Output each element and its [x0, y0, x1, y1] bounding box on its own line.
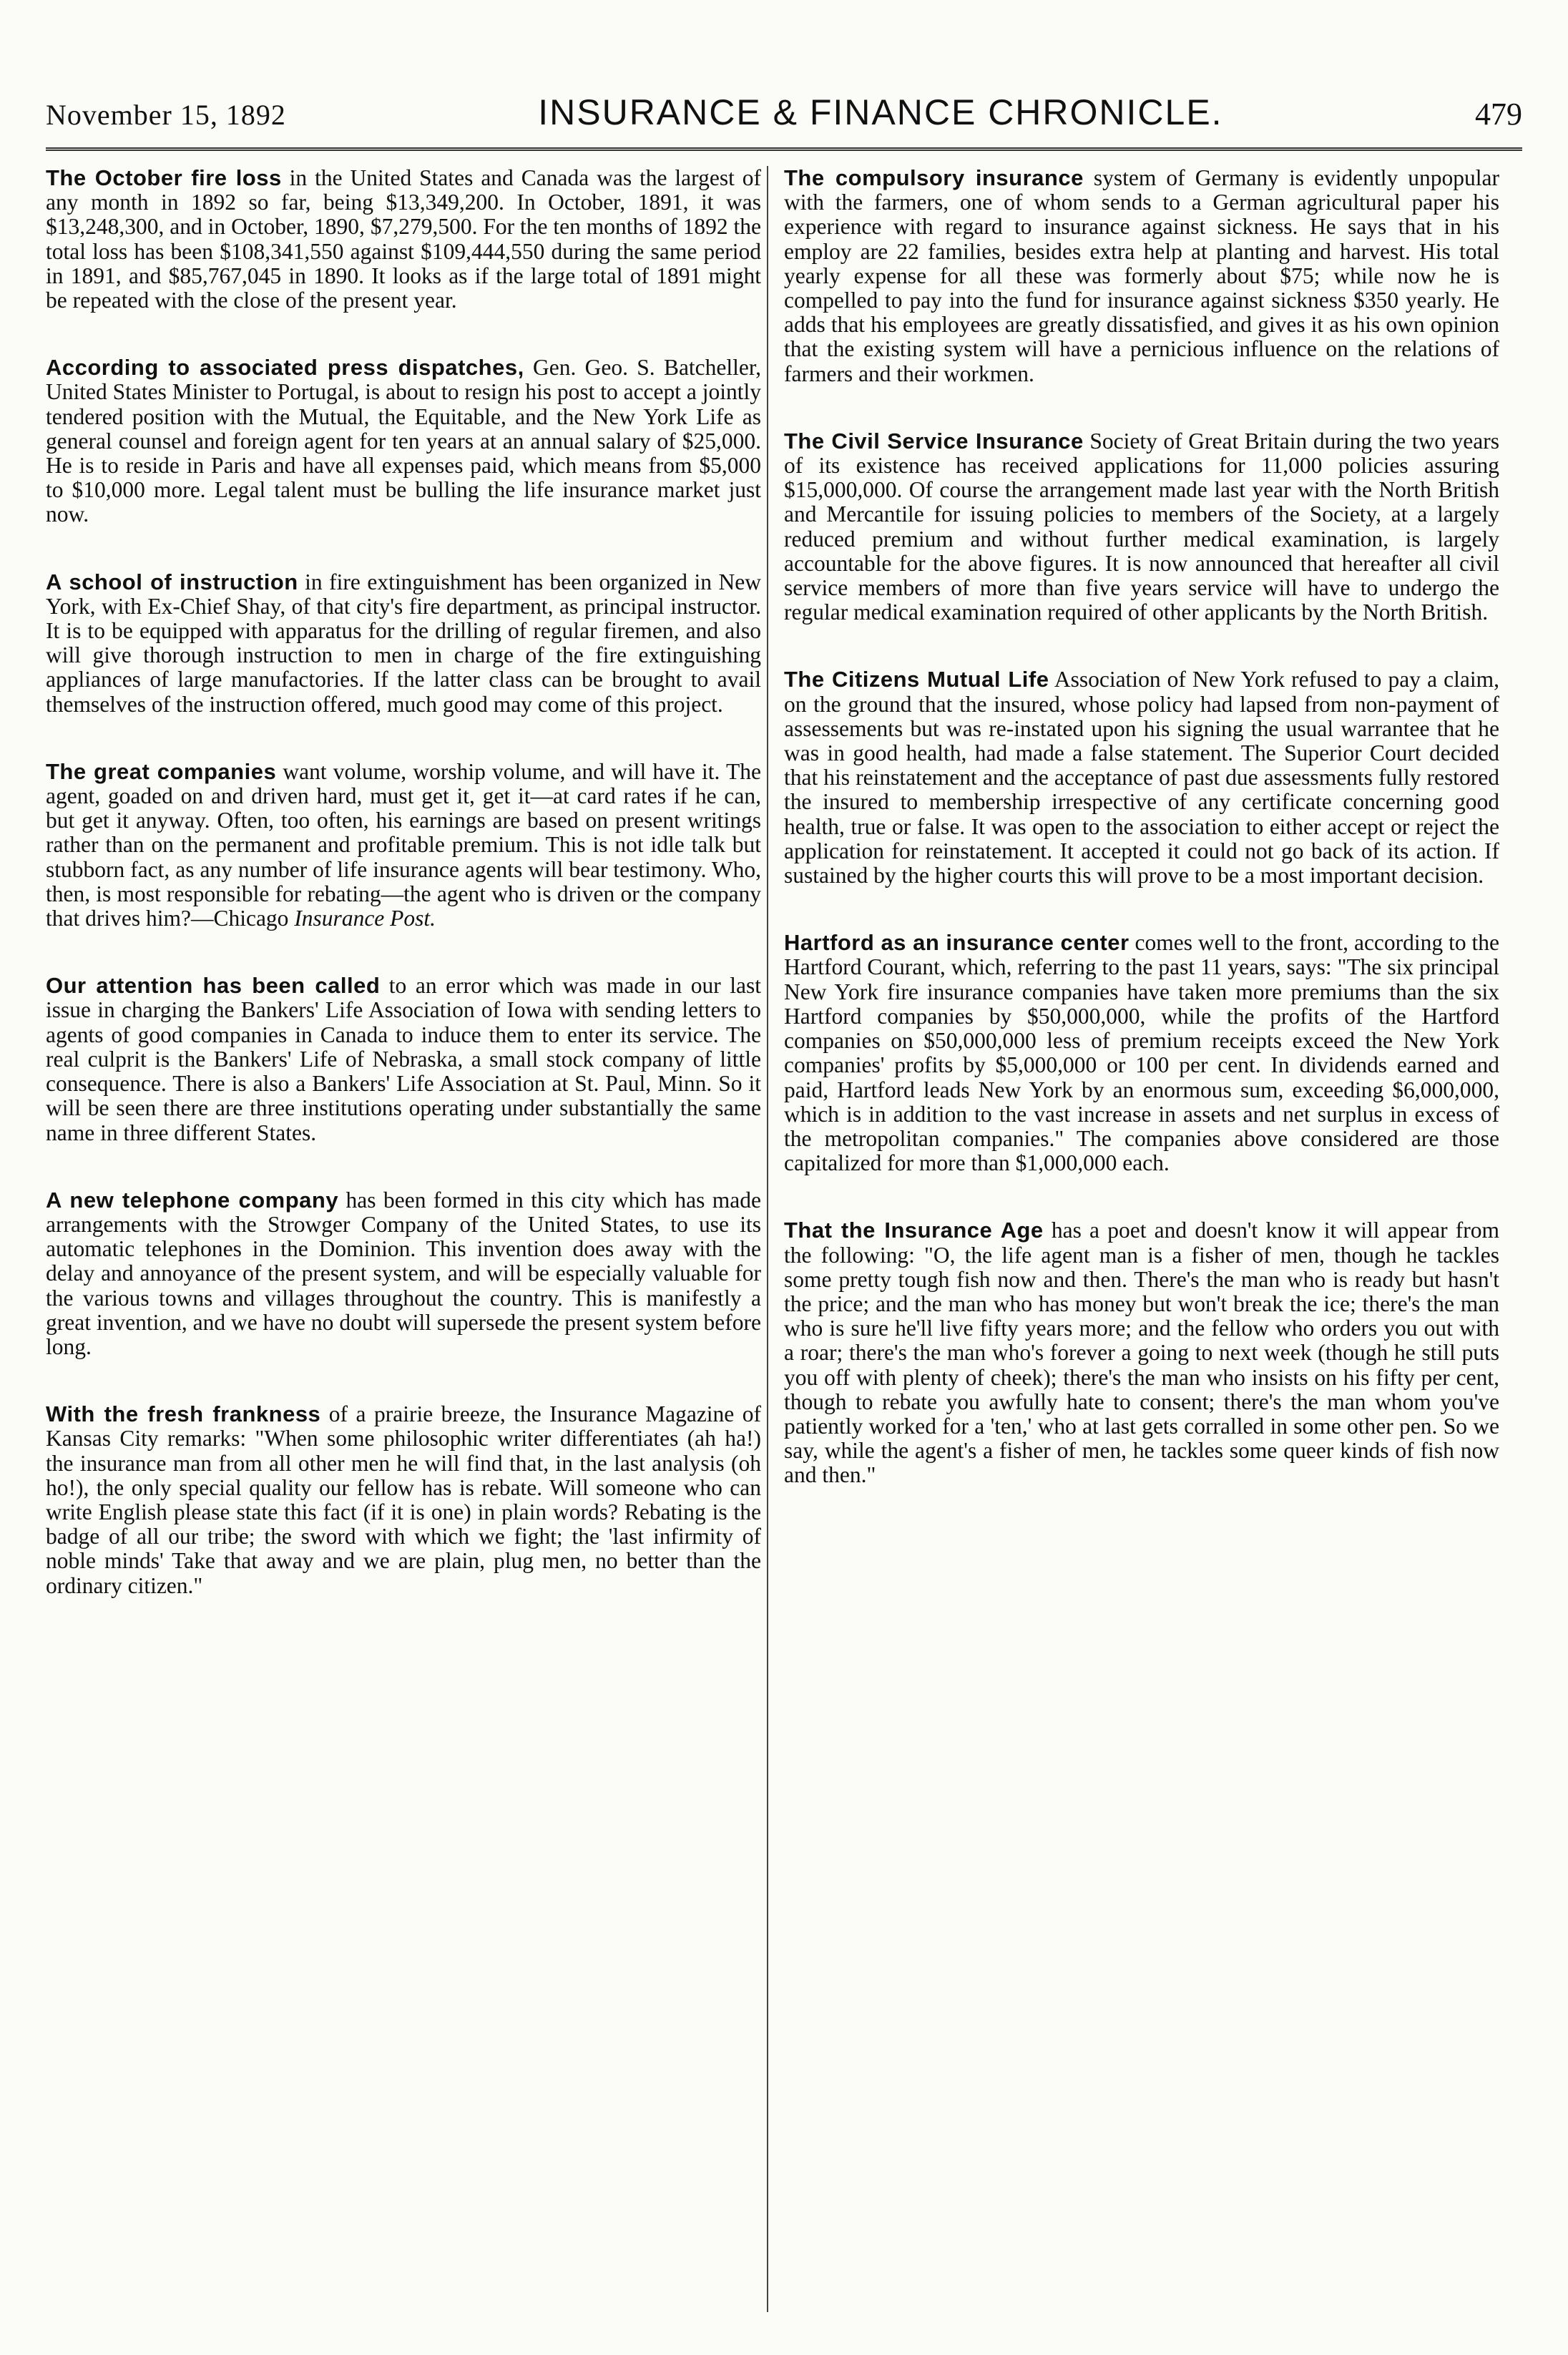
- article-lead: A school of instruction: [46, 569, 298, 594]
- article-great-companies: [46, 760, 761, 931]
- page-number: 479: [1474, 97, 1522, 132]
- article-body: want volume, worship volume, and will have it. The agent, goaded on and driven hard, must get it, get it—at card rates if he can, but get it anyway. Often, too often, his earnings are based on present writings rather than on the permanent and profitable premium. This is not idle talk but stubborn fact, as any number of life insurance agents will bear testimony. Who, then, is most responsible for rebating—the agent who is driven or the company that drives him?—Chicago: [46, 758, 761, 931]
- article-body: has been formed in this city which has made arrangements with the Strowger Company of the United States, to use its automatic telephones in the Dominion. This invention does away with the delay and annoyance of the present system, and will be especially valuable for the various towns and villages throughout the country. This is manifestly a great invention, and we have no doubt will supersede the present system before long.: [46, 1187, 761, 1359]
- article-lead: The Citizens Mutual Life: [784, 667, 1049, 692]
- article-german-compulsory: [784, 166, 1499, 386]
- article-lead: A new telephone company: [46, 1187, 339, 1213]
- article-body: in fire extinguishment has been organized in New York, with Ex-Chief Shay, of that city's fire department, as principal instructor. It is to be equipped with apparatus for the drilling of regular firemen, and also will give thorough instruction to men in charge of the fire extinguishing appliances of large manufactories. If the latter class can be brought to avail themselves of the instruction offered, much good may come of this project.: [46, 569, 761, 717]
- article-prairie-frankness: [46, 1402, 761, 1598]
- article-civil-service: [784, 429, 1499, 625]
- header-rule: [46, 147, 1522, 151]
- column-divider: [767, 166, 768, 2312]
- article-body: Association of New York refused to pay a claim, on the ground that the insured, whose policy had lapsed from non-payment of assessements but was re-instated upon his signing the usual warrantee that he was in good health, had made a false statement. The Superior Court decided that his reinstatement and the acceptance of past due assessments fully restored the insured to membership irrespective of any certificate concerning good health, true or false. It was open to the association to either accept or reject the application for reinstatement. It accepted it could not go back of its action. If sustained by the higher courts this will prove to be a most important decision.: [784, 667, 1499, 888]
- article-telephone-company: [46, 1188, 761, 1359]
- article-body: Gen. Geo. S. Batcheller, United States Minister to Portugal, is about to resign his post to accept a jointly tendered position with the Mutual, the Equitable, and the New York Life as general counsel and foreign agent for ten years at an annual salary of $25,000. He is to reside in Paris and have all expenses paid, which means from $5,000 to $10,000 more. Legal talent must be bulling the life insurance market just now.: [46, 355, 762, 527]
- article-batcheller: [46, 356, 761, 527]
- article-lead: Our attention has been called: [46, 973, 381, 999]
- article-lead: The October fire loss: [46, 165, 282, 190]
- article-insurance-age-poet: [784, 1218, 1499, 1487]
- article-lead: The great companies: [46, 758, 277, 784]
- article-body: to an error which was made in our last issue in charging the Bankers' Life Association of Iowa with sending letters to agents of good companies in Canada to induce them to enter its service. The real culprit is the Bankers' Life of Nebraska, a small stock company of little consequence. There is also a Bankers' Life Association at St. Paul, Minn. So it will be seen there are three institutions operating under substantially the same name in three different States.: [46, 973, 761, 1145]
- left-column: [46, 166, 761, 1598]
- page-header: [46, 92, 1522, 142]
- article-body: Society of Great Britain during the two years of its existence has received applications for 11,000 policies assuring $15,000,000. Of course the arrangement made last year with the North British and Mercantile for issuing policies to members of the Society, at a largely reduced premium and without further medical examination, is largely accountable for the above figures. It is now announced that hereafter all civil service members of more than five years service will have to undergo the regular medical examination required of other applicants by the North British.: [784, 428, 1499, 625]
- article-fire-loss: [46, 166, 761, 313]
- article-lead: Hartford as an insurance center: [784, 930, 1130, 956]
- article-lead: According to associated press dispatches,: [46, 355, 524, 381]
- article-body: in the United States and Canada was the largest of any month in 1892 so far, being $13,349,200. In October, 1891, it was $13,248,300, and in October, 1890, $7,279,500. For the ten months of 1892 the total loss has been $108,341,550 against $109,444,550 during the same period in 1891, and $85,767,045 in 1890. It looks as if the large total of 1891 might be repeated with the close of the present year.: [46, 165, 761, 313]
- article-body: of a prairie breeze, the Insurance Magazine of Kansas City remarks: "When some philosophic writer differentiates (ah ha!) the insurance man from all other men he will find that, in the last analysis (oh ho!), the only special quality our fellow has is rebate. Will someone who can write English please state this fact (if it is one) in plain words? Rebating is the badge of all our tribe; the sword with which we fight; the 'last infirmity of noble minds' Take that away and we are plain, plug men, no better than the ordinary citizen.": [46, 1401, 762, 1598]
- article-source: Insurance Post.: [294, 906, 436, 931]
- article-lead: That the Insurance Age: [784, 1218, 1044, 1243]
- article-body: comes well to the front, according to the Hartford Courant, which, referring to the past 11 years, says: "The six principal New York fire insurance companies have taken more premiums than the six Hartford companies by $50,000,000, while the profits of the Hartford companies on $50,000,000 less of premium receipts exceed the New York companies' profits by $5,000,000 or 100 per cent. In dividends earned and paid, Hartford leads New York by an enormous sum, exceeding $6,000,000, which is in addition to the vast increase in assets and net surplus in excess of the metropolitan companies." The companies above considered are those capitalized for more than $1,000,000 each.: [784, 930, 1499, 1176]
- article-lead: With the fresh frankness: [46, 1401, 321, 1427]
- article-body: has a poet and doesn't know it will appear from the following: "O, the life agent man is a fisher of men, though he tackles some pretty tough fish now and then. There's the man who is ready but hasn't the price; and the man who has money but won't break the ice; there's the man who is sure he'll live fifty years more; and the fellow who orders you out with a roar; there's the man who's forever a going to next week (though he still puts you off with plenty of cheek); there's the man who insists on his fifty per cent, though to rebate you awfully hate to consent; there's the man whom you've patiently worked for a 'ten,' who at last gets corralled in some other pen. So we say, while the agent's a fisher of men, he tackles some queer kinds of fish now and then.": [784, 1218, 1499, 1488]
- article-lead: The compulsory insurance: [784, 165, 1084, 190]
- article-citizens-mutual: [784, 667, 1499, 888]
- article-body: system of Germany is evidently unpopular with the farmers, one of whom sends to a German agricultural paper his experience with regard to insurance against sickness. He says that in his employ are 22 families, besides extra help at planting and harvest. His total yearly expense for all these was formerly about $75; while now he is compelled to pay into the fund for insurance against sickness $350 yearly. He adds that his employees are greatly dissatisfied, and gives it as his own opinion that the existing system will have a pernicious influence on the relations of farmers and their workmen.: [784, 165, 1499, 386]
- article-bankers-life-correction: [46, 974, 761, 1145]
- right-column: [784, 166, 1499, 1488]
- article-hartford: [784, 931, 1499, 1175]
- issue-date: November 15, 1892: [46, 99, 286, 131]
- publication-title: INSURANCE & FINANCE CHRONICLE.: [538, 92, 1223, 132]
- article-fire-school: [46, 570, 761, 717]
- article-lead: The Civil Service Insurance: [784, 428, 1084, 454]
